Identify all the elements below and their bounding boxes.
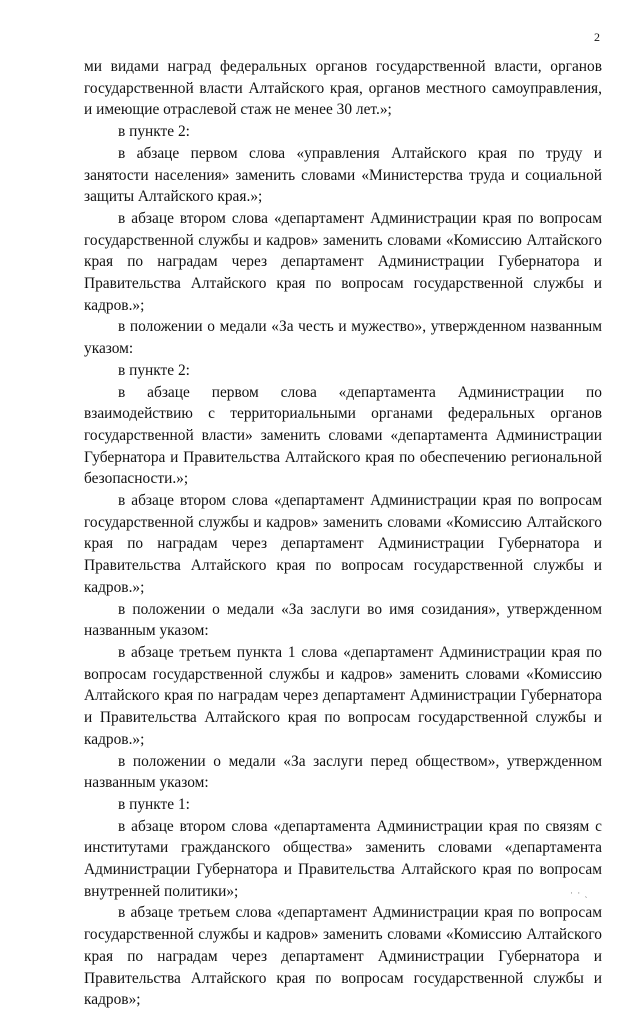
paragraph-medal-society: в положении о медали «За заслуги перед обществом», утвержденном названным указом: bbox=[84, 752, 602, 792]
paragraph-amendment: в абзаце втором слова «департамента Администрации края по связям с институтами гражданского общества» заменить словами «департамента Администрации Губернатора и Правительства Алтайского края по вопросам внутренней политики»; bbox=[84, 817, 602, 900]
paragraph-medal-creation: в положении о медали «За заслуги во имя созидания», утвержденном названным указом: bbox=[84, 600, 602, 640]
paragraph-amendment: в абзаце третьем пункта 1 слова «департамент Администрации края по вопросам государственной службы и кадров» заменить словами «Комиссию Алтайского края по наградам через департамент Администрации Губернатора и Правительства Алтайского края по вопросам государственной службы и кадров.»; bbox=[84, 643, 602, 748]
paragraph-amendment: в абзаце втором слова «департамент Администрации края по вопросам государственной службы и кадров» заменить словами «Комиссию Алтайского края по наградам через департамент Администрации Губернатора и Правительства Алтайского края по вопросам государственной службы и кадров.»; bbox=[84, 492, 602, 596]
paragraph-point-2: в пункте 2: bbox=[118, 361, 190, 379]
document-body bbox=[84, 56, 602, 1011]
paragraph-amendment: в абзаце первом слова «управления Алтайского края по труду и занятости населения» заменить словами «Министерства труда и социальной защиты Алтайского края.»; bbox=[84, 144, 602, 206]
paragraph-amendment: в абзаце втором слова «департамент Администрации края по вопросам государственной службы и кадров» заменить словами «Комиссию Алтайского края по наградам через департамент Администрации Губернатора и Правительства Алтайского края по вопросам государственной службы и кадров.»; bbox=[84, 209, 602, 314]
paragraph-continuation: ми видами наград федеральных органов государственной власти, органов государственной власти Алтайского края, органов местного самоуправления, и имеющие отраслевой стаж не менее 30 лет.»; bbox=[84, 58, 602, 119]
page-number: 2 bbox=[594, 30, 600, 44]
scan-artifact: · · ˎ bbox=[570, 888, 589, 898]
paragraph-amendment: в абзаце третьем слова «департамент Администрации края по вопросам государственной службы и кадров» заменить словами «Комиссию Алтайского края по наградам через департамент Администрации Губернатора и Правительства Алтайского края по вопросам государственной службы и кадров»; bbox=[84, 904, 602, 1009]
paragraph-point-2: в пункте 2: bbox=[118, 123, 190, 141]
paragraph-amendment: в абзаце первом слова «департамента Администрации по взаимодействию с территориальными органами федеральных органов государственной власти» заменить словами «департамента Администрации Губернатора и Правительства Алтайского края по обеспечению региональной безопасности.»; bbox=[84, 383, 602, 488]
paragraph-medal-honor-courage: в положении о медали «За честь и мужество», утвержденном названным указом: bbox=[84, 318, 602, 358]
paragraph-point-1: в пункте 1: bbox=[118, 795, 190, 813]
